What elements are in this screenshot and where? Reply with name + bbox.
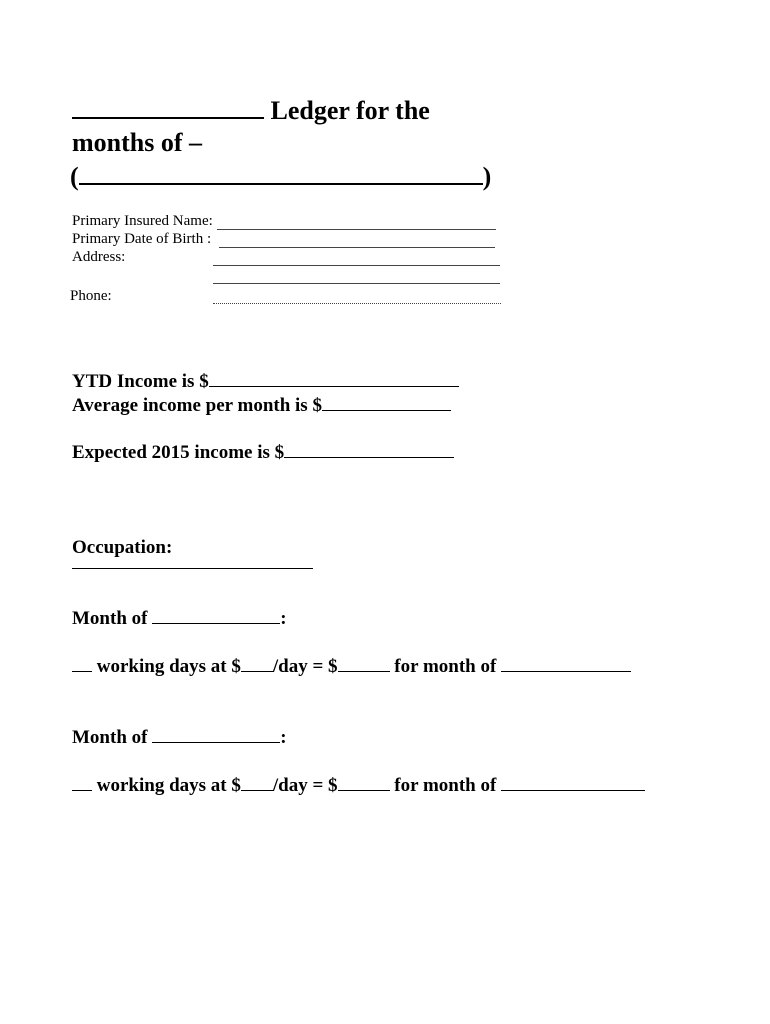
working-days-line-2 — [72, 776, 645, 795]
ytd-income-line — [72, 372, 459, 391]
working-days-label: working days at $ — [96, 656, 241, 677]
primary-dob-field[interactable] — [219, 247, 495, 248]
ytd-income-blank[interactable] — [209, 372, 459, 387]
ledger-title-line2: months of – — [72, 128, 203, 157]
working-days-line-1 — [72, 657, 631, 676]
average-income-line — [72, 396, 451, 415]
daily-rate-blank[interactable] — [241, 657, 273, 672]
primary-insured-name-label: Primary Insured Name: — [72, 213, 213, 229]
primary-insured-name-field[interactable] — [217, 229, 496, 230]
primary-dob-label: Primary Date of Birth : — [72, 231, 212, 247]
for-month-of-label: for month of — [394, 656, 497, 677]
month-of-label: Month of — [72, 727, 148, 748]
per-day-label: /day = $ — [272, 656, 338, 677]
expected-income-label: Expected 2015 income is $ — [72, 442, 285, 463]
expected-income-line — [72, 443, 454, 462]
ledger-months-range — [70, 163, 491, 190]
month-name-blank[interactable] — [152, 609, 280, 624]
months-range-blank[interactable] — [79, 163, 483, 185]
per-day-label: /day = $ — [272, 775, 338, 796]
address-field-line-1[interactable] — [213, 265, 500, 266]
occupation-label: Occupation: — [72, 537, 173, 558]
phone-label: Phone: — [70, 288, 112, 304]
occupation-blank[interactable] — [72, 568, 313, 569]
ledger-title — [72, 97, 430, 124]
for-month-blank[interactable] — [501, 657, 631, 672]
daily-rate-blank[interactable] — [241, 776, 273, 791]
working-days-label: working days at $ — [96, 775, 241, 796]
working-days-blank[interactable] — [72, 776, 92, 791]
month-colon: : — [280, 608, 287, 629]
monthly-total-blank[interactable] — [338, 657, 390, 672]
for-month-of-label: for month of — [394, 775, 497, 796]
ledger-name-blank[interactable] — [72, 97, 264, 119]
expected-income-blank[interactable] — [284, 443, 454, 458]
phone-field[interactable] — [213, 303, 501, 304]
monthly-total-blank[interactable] — [338, 776, 390, 791]
open-paren: ( — [70, 162, 79, 191]
month-of-line-2 — [72, 728, 287, 747]
month-of-label: Month of — [72, 608, 148, 629]
address-label: Address: — [72, 249, 126, 265]
average-income-label: Average income per month is $ — [72, 395, 322, 416]
for-month-blank[interactable] — [501, 776, 645, 791]
month-of-line-1 — [72, 609, 287, 628]
month-colon: : — [280, 727, 287, 748]
month-name-blank[interactable] — [152, 728, 280, 743]
ledger-title-text: Ledger for the — [270, 96, 430, 125]
average-income-blank[interactable] — [322, 396, 451, 411]
working-days-blank[interactable] — [72, 657, 92, 672]
ytd-income-label: YTD Income is $ — [72, 371, 209, 392]
address-field-line-2[interactable] — [213, 283, 500, 284]
close-paren: ) — [482, 162, 492, 191]
